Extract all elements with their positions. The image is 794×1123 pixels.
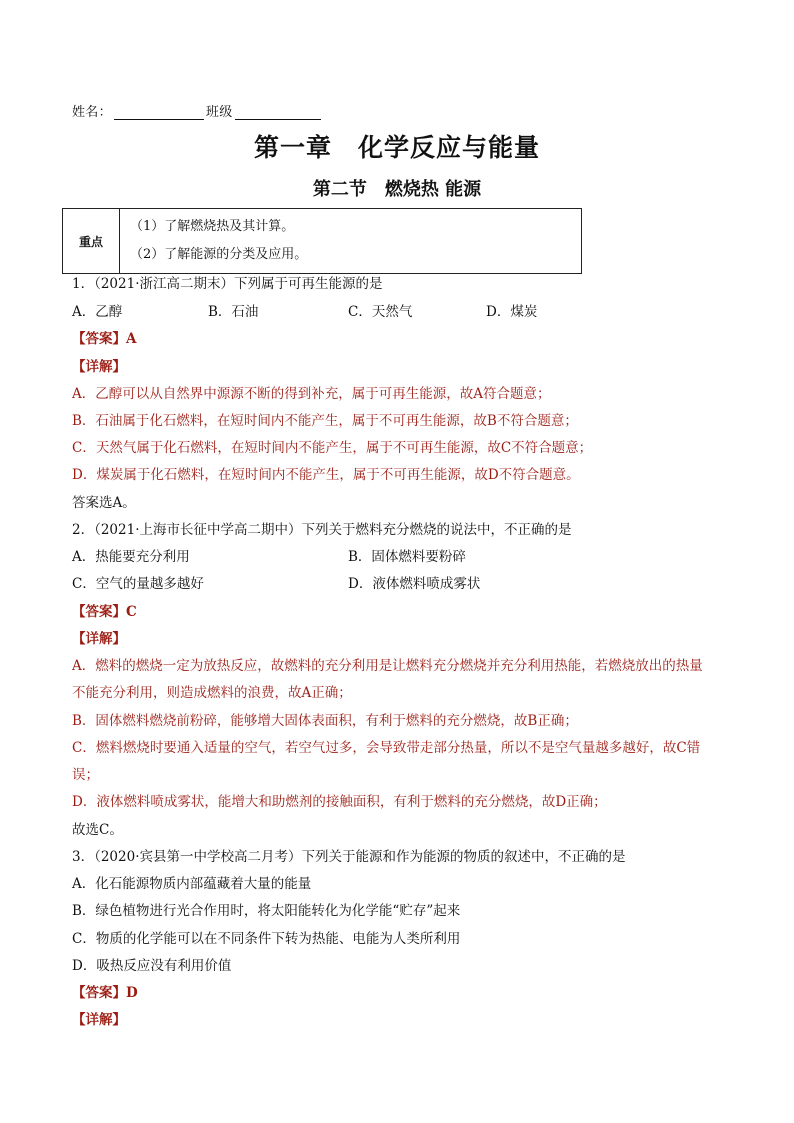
section-title: 第二节 燃烧热 能源 bbox=[312, 179, 482, 200]
q1-option-b: B．石油 bbox=[208, 304, 259, 320]
chapter-title: 第一章 化学反应与能量 bbox=[253, 133, 540, 162]
q2-detail-line: 误； bbox=[72, 767, 99, 783]
q2-detail-line: A．燃料的燃烧一定为放热反应，故燃料的充分利用是让燃料充分燃烧并充分利用热能，若燃烧放出的热量 bbox=[72, 658, 703, 674]
q1-option-d: D．煤炭 bbox=[486, 304, 538, 320]
q3-option-b: B．绿色植物进行光合作用时，将太阳能转化为化学能“贮存”起来 bbox=[72, 903, 461, 919]
q3-detail-label: 【详解】 bbox=[72, 1012, 126, 1028]
q2-option-c: C．空气的量越多越好 bbox=[72, 576, 204, 592]
q2-stem: 2．（2021·上海市长征中学高二期中）下列关于燃料充分燃烧的说法中，不正确的是 bbox=[72, 522, 572, 538]
q1-detail-line: D．煤炭属于化石燃料，在短时间内不能产生，属于不可再生能源，故D不符合题意。 bbox=[72, 467, 580, 483]
q1-answer: 【答案】A bbox=[72, 331, 137, 347]
q1-detail-line: A．乙醇可以从自然界中源源不断的得到补充，属于可再生能源，故A符合题意； bbox=[72, 386, 551, 402]
q2-detail-label: 【详解】 bbox=[72, 631, 126, 647]
q1-option-a: A．乙醇 bbox=[72, 304, 123, 320]
q1-detail-line: C．天然气属于化石燃料，在短时间内不能产生，属于不可再生能源，故C不符合题意； bbox=[72, 440, 593, 456]
class-label: 班级 bbox=[205, 105, 233, 120]
class-blank[interactable] bbox=[235, 107, 321, 120]
key-points-label: 重点 bbox=[63, 209, 120, 274]
q3-option-d: D．吸热反应没有利用价值 bbox=[72, 958, 232, 974]
name-blank[interactable] bbox=[114, 107, 204, 120]
q1-stem: 1．（2021·浙江高二期末）下列属于可再生能源的是 bbox=[72, 276, 383, 292]
q2-option-d: D．液体燃料喷成雾状 bbox=[348, 576, 481, 592]
q3-option-a: A．化石能源物质内部蕴藏着大量的能量 bbox=[72, 876, 312, 892]
q2-options-row2 bbox=[72, 572, 480, 592]
q2-option-a: A．热能要充分利用 bbox=[72, 549, 190, 565]
key-point-item: （1）了解燃烧热及其计算。 bbox=[130, 219, 295, 234]
q1-conclusion: 答案选A。 bbox=[72, 495, 136, 511]
q3-answer: 【答案】D bbox=[72, 985, 138, 1001]
q2-detail-line: B．固体燃料燃烧前粉碎，能够增大固体表面积，有利于燃料的充分燃烧，故B正确； bbox=[72, 713, 578, 729]
q3-option-c: C．物质的化学能可以在不同条件下转为热能、电能为人类所利用 bbox=[72, 931, 461, 947]
name-class-line bbox=[72, 101, 323, 120]
q2-detail-line: 不能充分利用，则造成燃料的浪费，故A正确； bbox=[72, 685, 352, 701]
q2-conclusion: 故选C。 bbox=[72, 822, 123, 838]
q1-options bbox=[72, 300, 537, 320]
q2-detail-line: C．燃料燃烧时要通入适量的空气，若空气过多，会导致带走部分热量，所以不是空气量越多越好，故C错 bbox=[72, 740, 701, 756]
q2-detail-line: D．液体燃料喷成雾状，能增大和助燃剂的接触面积，有利于燃料的充分燃烧，故D正确； bbox=[72, 794, 607, 810]
name-label: 姓名： bbox=[72, 105, 112, 120]
q2-answer: 【答案】C bbox=[72, 604, 137, 620]
q1-option-c: C．天然气 bbox=[348, 304, 413, 320]
q2-option-b: B．固体燃料要粉碎 bbox=[348, 549, 466, 565]
q1-detail-line: B．石油属于化石燃料，在短时间内不能产生，属于不可再生能源，故B不符合题意； bbox=[72, 413, 578, 429]
key-point-item: （2）了解能源的分类及应用。 bbox=[130, 247, 308, 262]
q3-stem: 3．（2020·宾县第一中学校高二月考）下列关于能源和作为能源的物质的叙述中，不正确的是 bbox=[72, 849, 626, 865]
key-points-table bbox=[62, 208, 582, 274]
key-points-items bbox=[120, 209, 582, 274]
q2-options-row1 bbox=[72, 545, 466, 565]
q1-detail-label: 【详解】 bbox=[72, 359, 126, 375]
